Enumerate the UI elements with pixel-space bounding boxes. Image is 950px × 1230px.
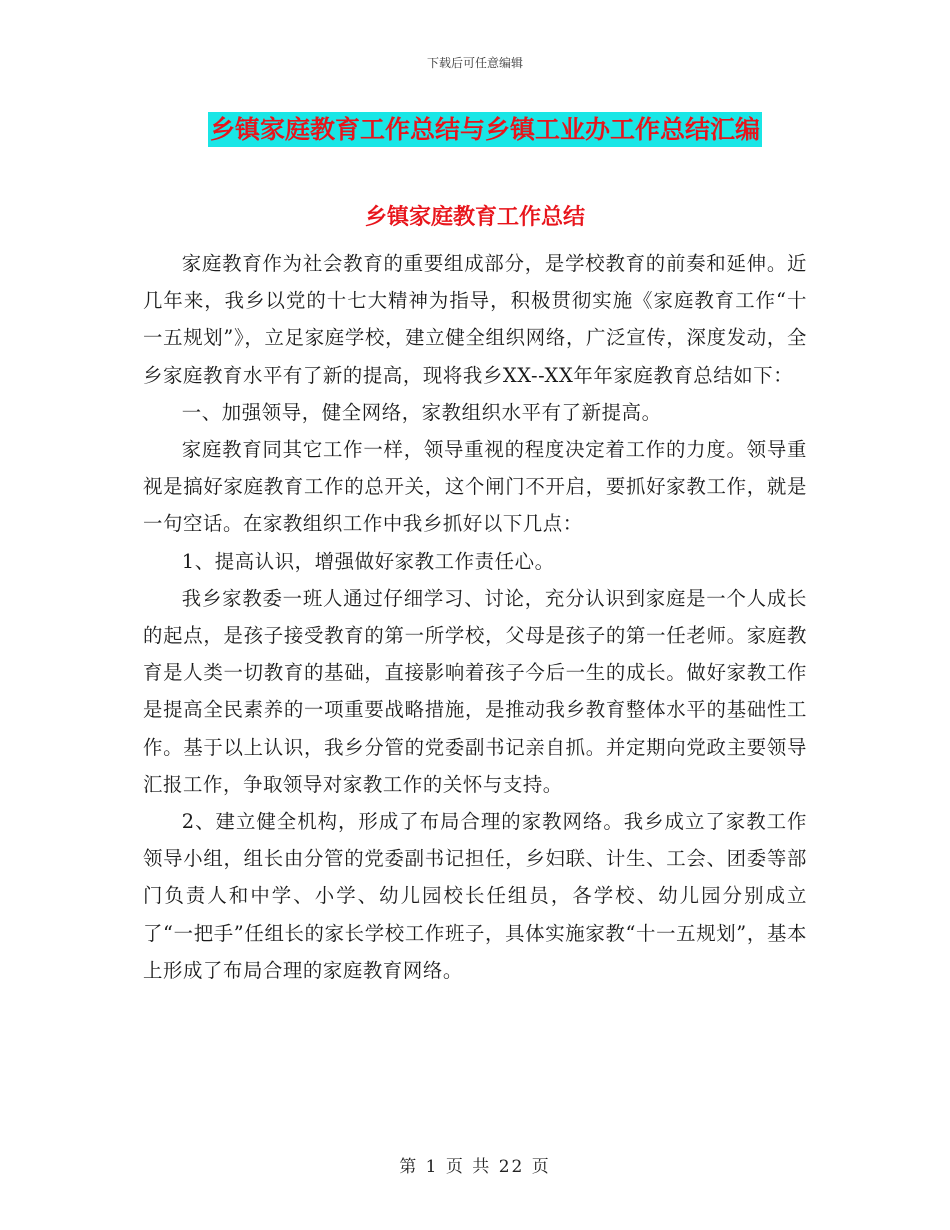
paragraph: 2、建立健全机构，形成了布局合理的家教网络。我乡成立了家教工作领导小组，组长由分管的党委副书记担任，乡妇联、计生、工会、团委等部门负责人和中学、小学、幼儿园校长任组员，各学校、幼儿园分别成立了“一把手”任组长的家长学校工作班子，具体实施家教“十一五规划”，基本上形成了布局合理的家庭教育网络。 (143, 810, 807, 982)
document-title: 乡镇家庭教育工作总结与乡镇工业办工作总结汇编 (208, 112, 762, 147)
paragraph: 家庭教育作为社会教育的重要组成部分，是学校教育的前奏和延伸。近几年来，我乡以党的十七大精神为指导，积极贯彻实施《家庭教育工作“十一五规划”》，立足家庭学校，建立健全组织网络，广泛宣传，深度发动，全乡家庭教育水平有了新的提高，现将我乡XX--XX年年家庭教育总结如下： (143, 252, 807, 387)
section-title: 乡镇家庭教育工作总结 (364, 205, 585, 230)
header-note: 下载后可任意编辑 (426, 56, 523, 70)
page-footer: 第 1 页 共 22 页 (399, 1157, 551, 1177)
paragraph: 我乡家教委一班人通过仔细学习、讨论，充分认识到家庭是一个人成长的起点，是孩子接受教育的第一所学校，父母是孩子的第一任老师。家庭教育是人类一切教育的基础，直接影响着孩子今后一生的成长。做好家教工作是提高全民素养的一项重要战略措施，是推动我乡教育整体水平的基础性工作。基于以上认识，我乡分管的党委副书记亲自抓。并定期向党政主要领导汇报工作，争取领导对家教工作的关怀与支持。 (143, 586, 807, 796)
paragraph: 一、加强领导，健全网络，家教组织水平有了新提高。 (181, 400, 662, 424)
document-body (143, 245, 807, 989)
paragraph: 1、提高认识，增强做好家教工作责任心。 (181, 549, 555, 573)
paragraph: 家庭教育同其它工作一样，领导重视的程度决定着工作的力度。领导重视是搞好家庭教育工作的总开关，这个闸门不开启，要抓好家教工作，就是一句空话。在家教组织工作中我乡抓好以下几点： (143, 438, 807, 536)
